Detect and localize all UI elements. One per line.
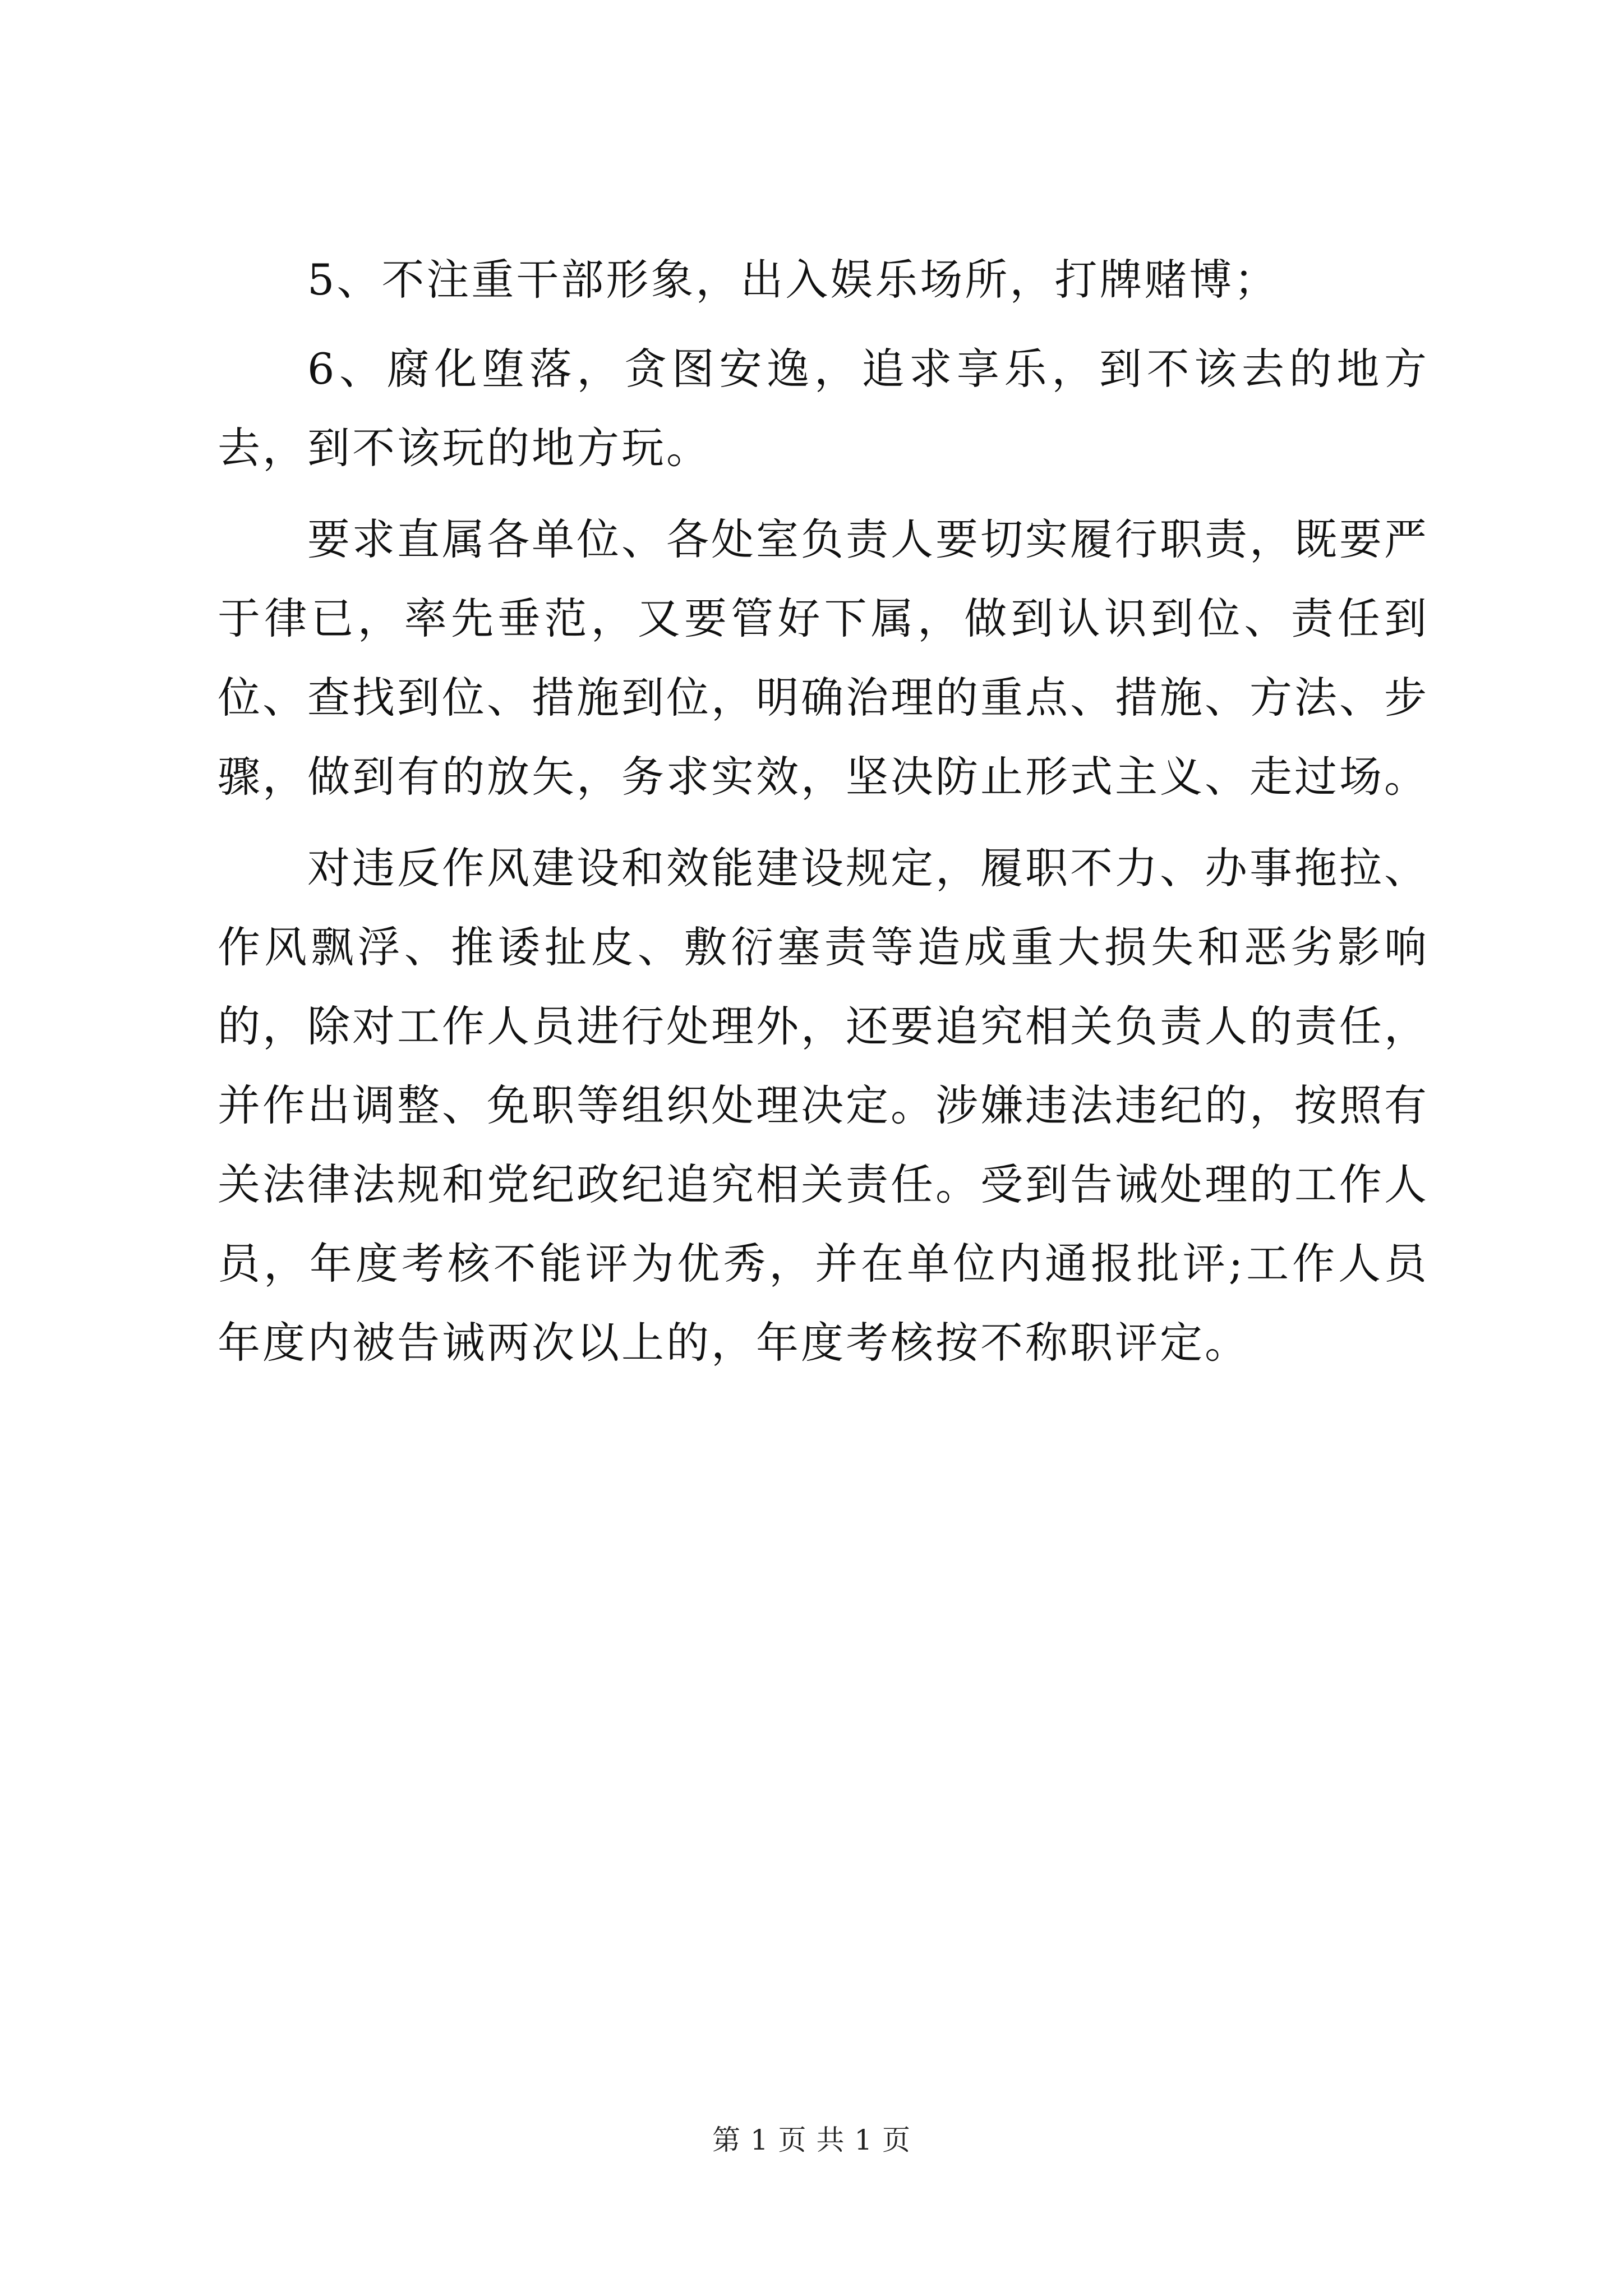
- paragraph-responsibility-requirements: 要求直属各单位、各处室负责人要切实履行职责，既要严于律已，率先垂范，又要管好下属，做到认识到位、责任到位、查找到位、措施到位，明确治理的重点、措施、方法、步骤，做到有的放矢，务求实效，坚决防止形式主义、走过场。: [218, 514, 1429, 802]
- paragraph-item-6: 6、腐化堕落，贪图安逸，追求享乐，到不该去的地方去，到不该玩的地方玩。: [218, 344, 1429, 473]
- paragraph-item-5: 5、不注重干部形象，出入娱乐场所，打牌赌博；: [307, 255, 1279, 305]
- document-body: [218, 240, 1429, 1382]
- page-number-footer: 第 1 页 共 1 页: [712, 2124, 911, 2156]
- paragraph-violation-handling: 对违反作风建设和效能建设规定，履职不力、办事拖拉、作风飘浮、推诿扯皮、敷衍塞责等造成重大损失和恶劣影响的，除对工作人员进行处理外，还要追究相关负责人的责任，并作出调整、免职等组织处理决定。涉嫌违法违纪的，按照有关法律法规和党纪政纪追究相关责任。受到告诫处理的工作人员，年度考核不能评为优秀，并在单位内通报批评;工作人员年度内被告诫两次以上的，年度考核按不称职评定。: [218, 843, 1429, 1368]
